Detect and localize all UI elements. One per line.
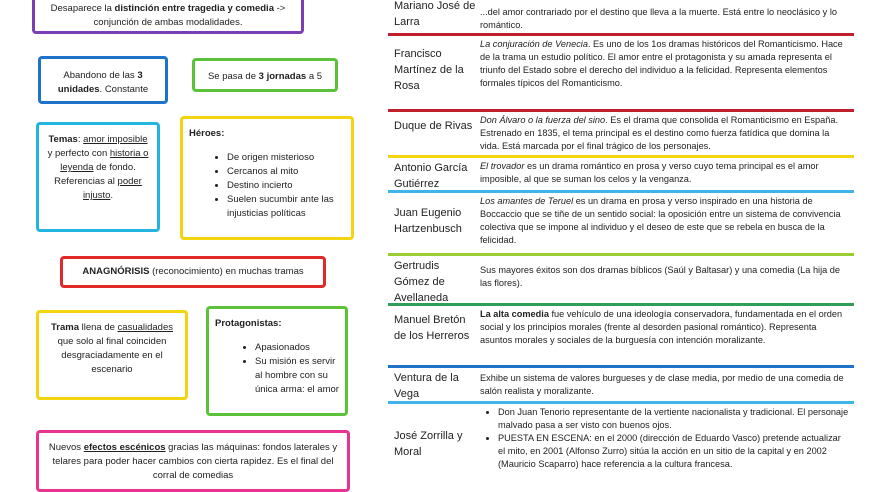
list-item: • Don Juan Tenorio representante de la vertiente nacionalista y tradicional. El personaje malvado pasa a ser visto con buenos ojos. xyxy=(498,406,850,432)
table-row xyxy=(388,112,854,158)
box-anagnorisis: ANAGNÓRISIS (reconocimiento) en muchas tramas xyxy=(60,256,326,288)
author-name: Juan Eugenio Hartzenbusch xyxy=(394,207,462,235)
author-name: José Zorrilla y Moral xyxy=(394,430,463,458)
list-item: • De origen misterioso xyxy=(227,151,345,165)
author-name: Antonio García Gutiérrez xyxy=(394,162,468,190)
list-item: • Cercanos al mito xyxy=(227,165,345,179)
heroes-list xyxy=(189,151,345,221)
author-description: Exhibe un sistema de valores burgueses y de clase media, por medio de una comedia de salón realista y moralizante. xyxy=(480,373,844,396)
box-heroes xyxy=(180,116,354,240)
table-row xyxy=(388,36,854,112)
author-description xyxy=(480,404,854,484)
box-trama: Trama llena de casualidades que solo al final coinciden desgraciadamente en el escenario xyxy=(36,310,188,400)
zorrilla-list xyxy=(480,406,850,471)
author-name: Duque de Rivas xyxy=(394,120,473,132)
author-description: Don Álvaro o la fuerza del sino. Es el drama que consolida el Romanticismo en España. Estrenado en 1835, el tema principal es el destino como fuerza fatídica que domina la vida. Está marcada por el final trágico de los personajes. xyxy=(480,115,838,151)
protagonistas-title: Protagonistas: xyxy=(215,318,282,329)
list-item: • Su misión es servir al hombre con su única arma: el amor xyxy=(255,355,339,397)
author-description: La conjuración de Venecia. Es uno de los 1os dramas históricos del Romanticismo. Hace de la trama un estudio político. El amor entre el protagonista y su amada representa el triunfo del Estado sobre el derecho del individuo a la felicidad. Representa elementos formales típicos del Romanticismo. xyxy=(480,39,843,88)
author-description: La alta comedia fue vehículo de una ideología conservadora, fundamentada en el orden social y los principios morales (frente al desorden pasional romántico). Representa asuntos morales y sociales de la burguesía con intención moralizante. xyxy=(480,309,843,345)
box-unidades: Abandono de las 3 unidades. Constante xyxy=(38,56,168,104)
list-item: • PUESTA EN ESCENA: en el 2000 (dirección de Eduardo Vasco) pretende actualizar el mito, en 2001 (Alfonso Zurro) sitúa la acción en un sitio de la capital y en 2002 (Mauricio Scaparro) hace referencia a la cultura francesa. xyxy=(498,432,850,471)
table-row xyxy=(388,256,854,306)
protagonistas-list xyxy=(215,341,339,397)
box-protagonistas xyxy=(206,306,348,416)
list-item: • Apasionados xyxy=(255,341,339,355)
author-description: ...del amor contrariado por el destino que lleva a la muerte. Está entre lo neoclásico y lo romántico. xyxy=(480,7,837,30)
author-name: Gertrudis Gómez de Avellaneda xyxy=(394,260,449,304)
authors-table xyxy=(388,0,854,484)
heroes-title: Héroes: xyxy=(189,128,225,139)
author-name: Mariano José de Larra xyxy=(394,0,476,28)
list-item: • Suelen sucumbir ante las injusticias políticas xyxy=(227,193,345,221)
author-description: Los amantes de Teruel es un drama en prosa y verso inspirado en una historia de Boccaccio que se tiñe de un sentido social: la oposición entre un sistema de convivencia colectiva que se impone al individuo y el deseo de este que se rebela en busca de la felicidad. xyxy=(480,196,841,245)
author-description: Sus mayores éxitos son dos dramas bíblicos (Saúl y Baltasar) y una comedia (La hija de las flores). xyxy=(480,265,841,288)
table-row xyxy=(388,193,854,256)
box-tragedia-comedia: Desaparece la distinción entre tragedia y comedia -> conjunción de ambas modalidades. xyxy=(32,0,304,34)
table-row xyxy=(388,306,854,368)
author-description: El trovador es un drama romántico en prosa y verso cuyo tema principal es el amor imposible, al que se suman los celos y la venganza. xyxy=(480,161,819,184)
list-item: • Destino incierto xyxy=(227,179,345,193)
table-row xyxy=(388,368,854,404)
author-name: Manuel Bretón de los Herreros xyxy=(394,314,470,342)
box-efectos: Nuevos efectos escénicos gracias las máquinas: fondos laterales y telares para poder hacer cambios con cierta rapidez. Es el final del corral de comedias xyxy=(36,430,350,492)
table-row xyxy=(388,404,854,484)
table-row xyxy=(388,0,854,36)
author-name: Ventura de la Vega xyxy=(394,372,459,400)
author-name: Francisco Martínez de la Rosa xyxy=(394,48,464,92)
table-row xyxy=(388,158,854,193)
box-jornadas: Se pasa de 3 jornadas a 5 xyxy=(192,58,338,92)
box-temas: Temas: amor imposible y perfecto con historia o leyenda de fondo. Referencias al poder injusto. xyxy=(36,122,160,232)
